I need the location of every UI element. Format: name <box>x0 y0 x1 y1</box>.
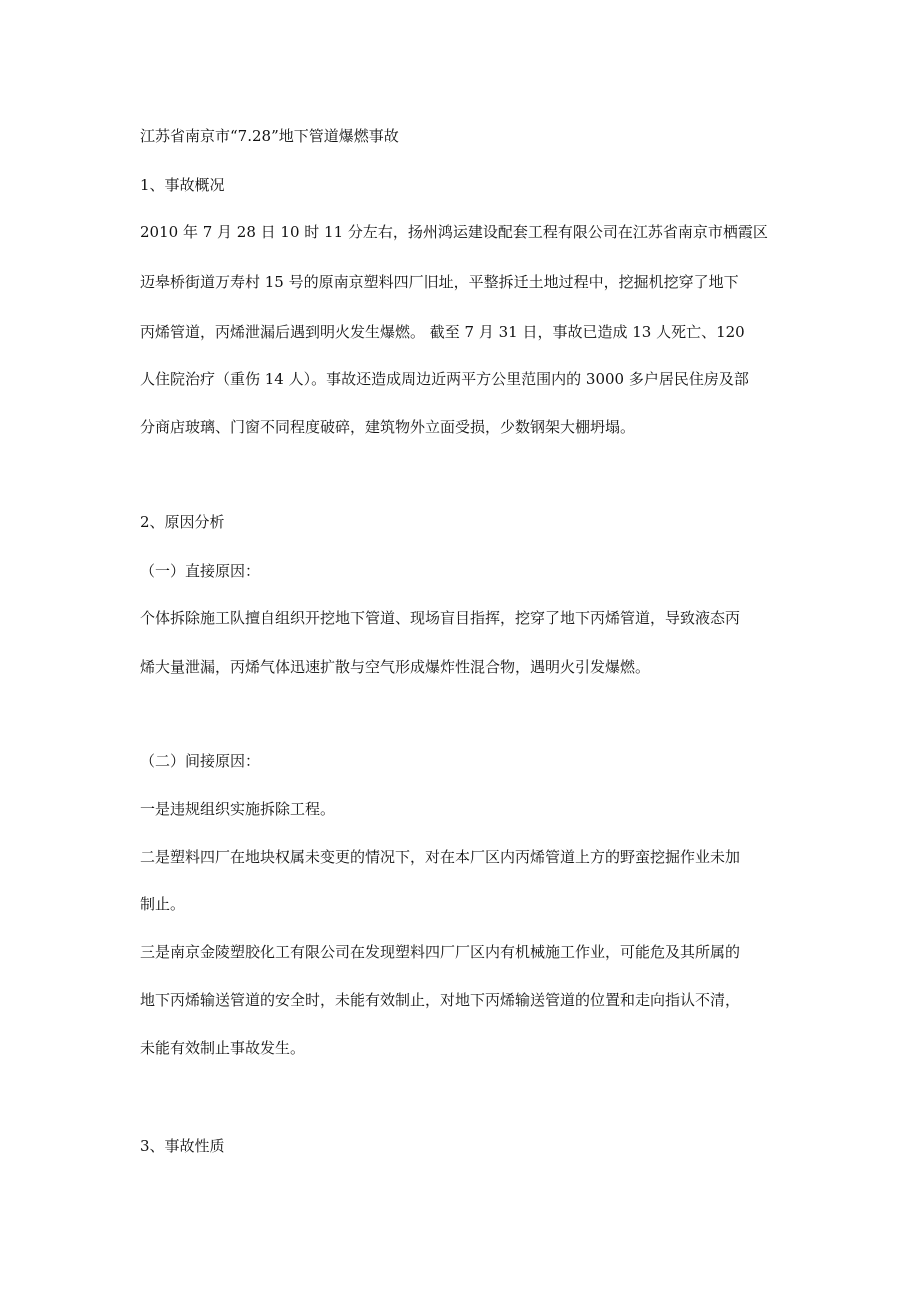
section-heading-3: 3、事故性质 <box>140 1137 225 1155</box>
paragraph-line: 个体拆除施工队擅自组织开挖地下管道、现场盲目指挥，挖穿了地下丙烯管道，导致液态丙 <box>140 609 741 627</box>
paragraph-line: 人住院治疗（重伤 14 人）。事故还造成周边近两平方公里范围内的 3000 多户居民住房及部 <box>140 370 749 388</box>
section-heading-1: 1、事故概况 <box>140 176 225 194</box>
paragraph-line: 地下丙烯输送管道的安全时，未能有效制止，对地下丙烯输送管道的位置和走向指认不清， <box>140 991 741 1009</box>
section-heading-2: 2、原因分析 <box>140 513 225 531</box>
paragraph-line: 迈皋桥街道万寿村 15 号的原南京塑料四厂旧址，平整拆迁土地过程中，挖掘机挖穿了地下 <box>140 273 739 291</box>
paragraph-line: 制止。 <box>140 895 186 913</box>
paragraph-line: 分商店玻璃、门窗不同程度破碎，建筑物外立面受损，少数钢架大棚坍塌。 <box>140 418 636 436</box>
paragraph-line: 三是南京金陵塑胶化工有限公司在发现塑料四厂厂区内有机械施工作业，可能危及其所属的 <box>140 943 741 961</box>
document-title: 江苏省南京市“7.28”地下管道爆燃事故 <box>140 127 399 145</box>
subsection-heading-indirect: （二）间接原因： <box>140 752 261 770</box>
paragraph-line: 一是违规组织实施拆除工程。 <box>140 800 336 818</box>
paragraph-line: 烯大量泄漏，丙烯气体迅速扩散与空气形成爆炸性混合物，遇明火引发爆燃。 <box>140 658 651 676</box>
paragraph-line: 二是塑料四厂在地块权属未变更的情况下，对在本厂区内丙烯管道上方的野蛮挖掘作业未加 <box>140 848 741 866</box>
paragraph-line: 未能有效制止事故发生。 <box>140 1039 306 1057</box>
subsection-heading-direct: （一）直接原因： <box>140 562 261 580</box>
paragraph-line: 2010 年 7 月 28 日 10 时 11 分左右，扬州鸿运建设配套工程有限公司在江苏省南京市栖霞区 <box>140 223 768 241</box>
paragraph-line: 丙烯管道，丙烯泄漏后遇到明火发生爆燃。 截至 7 月 31 日，事故已造成 13 人死亡、120 <box>140 323 745 341</box>
